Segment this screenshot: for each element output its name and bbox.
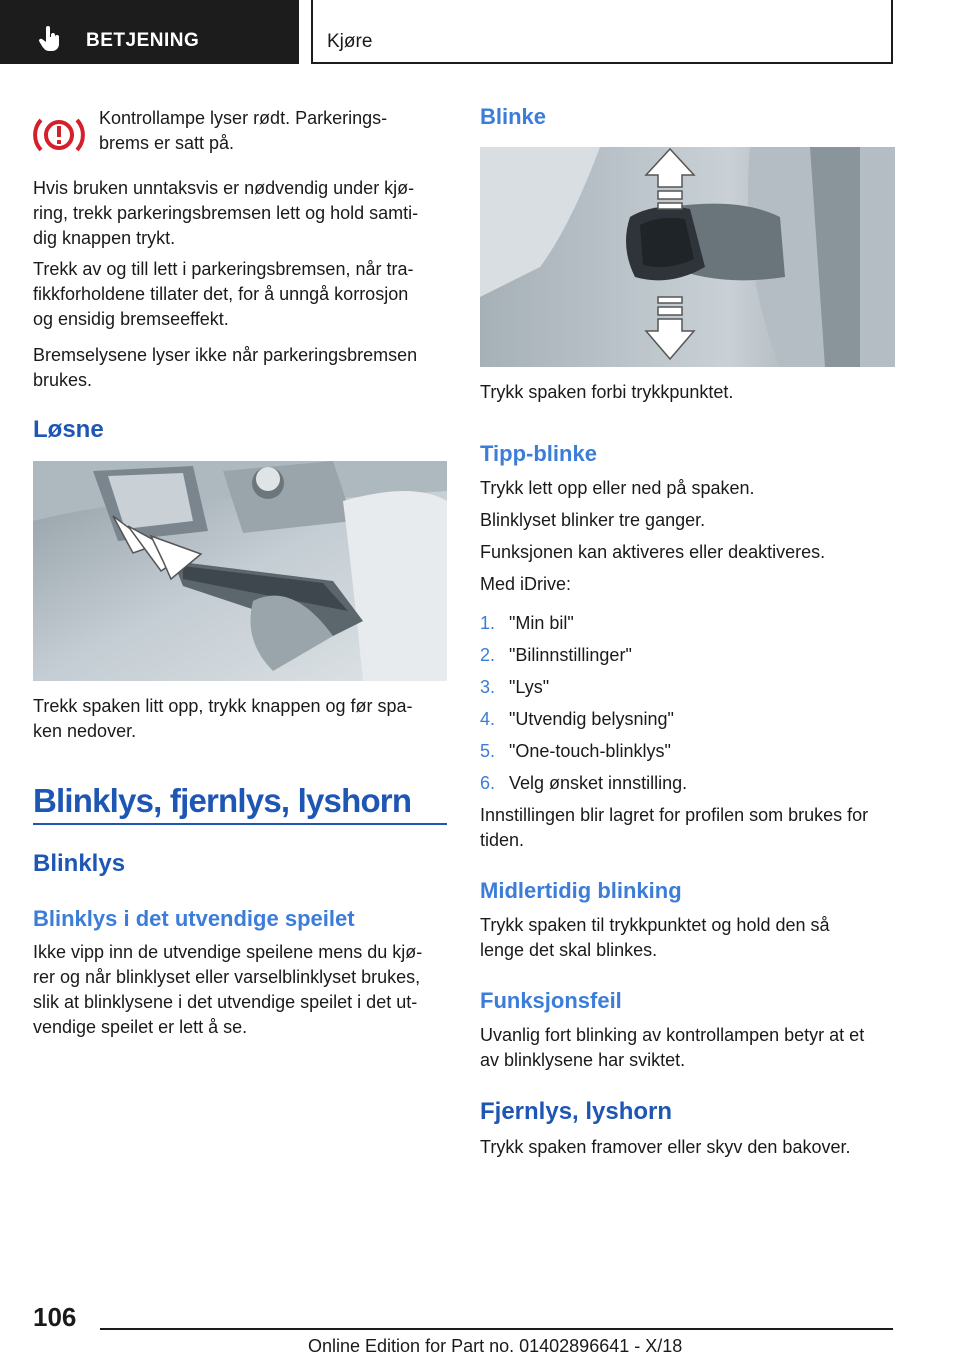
paragraph-2: Trekk av og till lett i parkeringsbremsen, når tra- fikkforholdene tillater det, for å unngå korrosjon og ensidig bremseeffekt. (33, 259, 414, 329)
paragraph-1: Hvis bruken unntaksvis er nødvendig under kjø- ring, trekk parkeringsbremsen lett og hold samti- dig knappen trykt. (33, 178, 419, 248)
tipp-paragraph-2: Blinklyset blinker tre ganger. (480, 510, 706, 530)
list-item-number: 1. (480, 613, 496, 633)
heading-main: Blinklys, fjernlys, lyshorn (33, 782, 412, 819)
heading-losne: Løsne (33, 416, 104, 443)
list-item-text: "Bilinnstillinger" (509, 645, 632, 665)
footer-edition: Online Edition for Part no. 01402896641 - X/18 (308, 1336, 683, 1356)
chapter-label: Kjøre (327, 31, 373, 52)
section-label: BETJENING (86, 30, 200, 51)
hand-pointer-icon (38, 26, 62, 52)
parking-brake-lever-image (33, 461, 447, 681)
heading-fjernlys-lyshorn: Fjernlys, lyshorn (480, 1098, 673, 1125)
tipp-paragraph-1: Trykk lett opp eller ned på spaken. (480, 478, 755, 498)
list-item-number: 2. (480, 645, 496, 665)
list-item-text: "Min bil" (509, 613, 574, 633)
paragraph-3: Bremselysene lyser ikke når parkeringsbremsen brukes. (33, 345, 418, 390)
heading-speilet: Blinklys i det utvendige speilet (33, 906, 355, 931)
chapter-box (311, 0, 893, 64)
heading-rule (33, 823, 447, 825)
footer-rule (100, 1328, 893, 1330)
heading-tipp-blinke: Tipp-blinke (480, 441, 597, 466)
list-item-number: 3. (480, 677, 496, 697)
caption-losne: Trekk spaken litt opp, trykk knappen og før spa- ken nedover. (33, 696, 413, 741)
list-item-text: "Lys" (509, 677, 550, 697)
list-item-text: "One-touch-blinklys" (509, 741, 671, 761)
funksjonsfeil-paragraph: Uvanlig fort blinking av kontrollampen betyr at et av blinklysene har sviktet. (480, 1025, 865, 1070)
list-item-text: Velg ønsket innstilling. (509, 773, 688, 793)
tipp-paragraph-3: Funksjonen kan aktiveres eller deaktiveres. (480, 542, 826, 562)
warning-text: Kontrollampe lyser rødt. Parkerings- brems er satt på. (99, 108, 388, 153)
section-tab (0, 0, 299, 64)
fjernlys-paragraph: Trykk spaken framover eller skyv den bakover. (480, 1137, 851, 1157)
turn-signal-lever-image (480, 147, 895, 367)
page-number: 106 (33, 1302, 77, 1332)
paragraph-speilet: Ikke vipp inn de utvendige speilene mens du kjø- rer og når blinklyset eller varselblinklyset brukes, slik at blinklysene i det utvendige speilet i det ut- vendige speilet er lett å se. (33, 942, 423, 1037)
midlertidig-paragraph: Trykk spaken til trykkpunktet og hold den så lenge det skal blinkes. (480, 915, 830, 960)
heading-blinklys: Blinklys (33, 850, 126, 877)
list-item-number: 4. (480, 709, 496, 729)
tipp-paragraph-4: Med iDrive: (480, 574, 572, 594)
list-item-text: "Utvendig belysning" (509, 709, 674, 729)
heading-blinke: Blinke (480, 104, 547, 129)
parking-brake-warning-icon (33, 114, 85, 156)
caption-blinke: Trykk spaken forbi trykkpunktet. (480, 382, 734, 402)
heading-funksjonsfeil: Funksjonsfeil (480, 988, 622, 1013)
list-item-number: 5. (480, 741, 496, 761)
heading-midlertidig-blinking: Midlertidig blinking (480, 878, 682, 903)
steps-after-paragraph: Innstillingen blir lagret for profilen som brukes for tiden. (480, 805, 869, 850)
list-item-number: 6. (480, 773, 496, 793)
